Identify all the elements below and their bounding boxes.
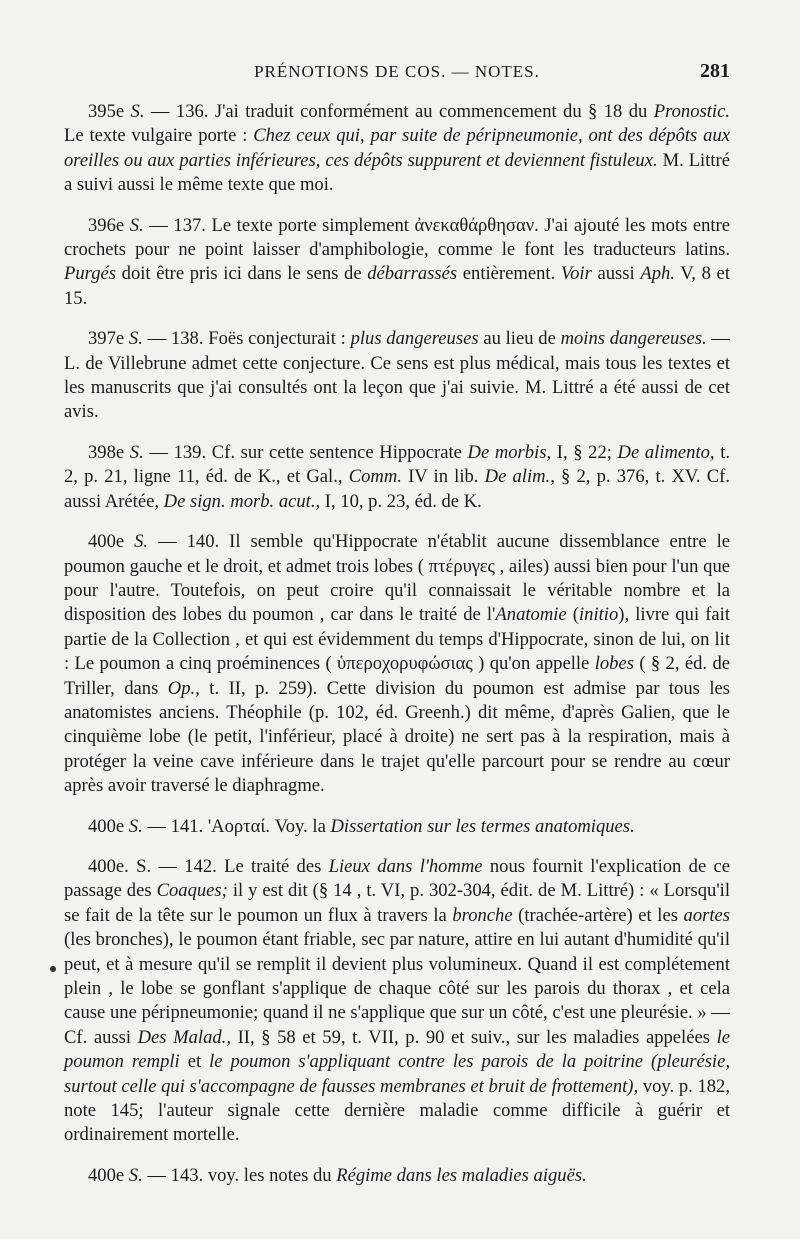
note-italic-run: plus dangereuses — [350, 328, 479, 350]
note-text-run: I, 10, p. 23, éd. de K. — [320, 490, 482, 512]
note-text-run: 400e — [88, 531, 135, 553]
note-italic-run: S. — [134, 531, 149, 553]
note-text-run: 398e — [88, 441, 130, 463]
note-italic-run: Des Malad., — [137, 1026, 231, 1048]
note-text-run: Le texte vulgaire porte : — [64, 125, 254, 147]
note-text-run: — L. de Villebrune admet cette conjecture. Ce sens est plus médical, mais tous les textes et les manuscrits que j'ai consultés ont la leçon que j'ai suivie. M. Littré a été aussi de cet avis. — [64, 328, 731, 423]
note-395-136 — [64, 100, 730, 198]
note-italic-run: Pronostic. — [653, 101, 730, 122]
note-text-run: il y est dit (§ 14 , t. VI, p. 302-304, édit. de M. Littré) : « Lorsqu'il se fait de la tête sur le poumon un flux à travers la — [64, 880, 730, 926]
note-text-run: t. 2, p. 21, ligne 11, éd. de K., et Gal., — [64, 441, 731, 488]
note-text-run: ( § 2, éd. de Triller, dans — [64, 653, 730, 699]
note-italic-run: bronche — [452, 904, 513, 926]
note-italic-run: De alimento, — [617, 441, 715, 463]
note-italic-run: Op., — [167, 677, 200, 699]
note-text-run: 400e. S. — 142. Le traité des — [88, 855, 329, 877]
note-400-143 — [64, 1164, 730, 1188]
note-italic-run: Comm. — [348, 466, 402, 488]
note-text-run: et — [179, 1051, 210, 1073]
note-text-run: II, § 58 et 59, t. VII, p. 90 et suiv., sur les maladies appelées — [230, 1026, 717, 1048]
note-italic-run: Lieux dans l'homme — [328, 855, 483, 877]
note-text-run: 400e — [88, 1164, 129, 1186]
note-text-run: I, § 22; — [551, 441, 618, 463]
note-text-run: ), livre qui fait partie de la Collection , et qui est évidemment du temps d'Hippocrate, sinon de lui, on lit : Le poumon a cinq proéminences ( ὑπεροχορυφώσιας ) qu'on appelle — [64, 604, 731, 675]
note-italic-run: lobes — [594, 653, 634, 675]
note-italic-run: moins dangereuses. — [560, 328, 707, 350]
note-text-run: (les bronches), le poumon étant friable, sec par nature, attire en lui autant d'humidité qu'il peut, et à mesure qu'il se remplit il devient plus volumineux. Quand il est complétement plein , le lobe se gonflant s'applique de chaque côté sur les parois du thorax , et cela cause une péripneumonie; quand il ne s'applique que sur un côté, c'est une pleurésie. » — Cf. aussi — [64, 929, 730, 1048]
note-text-run: — 143. voy. les notes du — [142, 1164, 337, 1186]
note-italic-run: Purgés — [64, 263, 116, 285]
note-text-run: nous fournit l'explication de ce passage des — [64, 855, 731, 902]
note-400-140 — [64, 530, 730, 798]
note-text-run: — 141. 'Αορταί. Voy. la — [142, 815, 331, 837]
note-text-run: — 136. J'ai traduit conformément au commencement du § 18 du — [144, 101, 654, 122]
note-text-run: t. II, p. 259). Cette division du poumon est admise par tous les anatomistes anciens. Théophile (p. 102, éd. Greenh.) dit même, d'après Galien, que le cinquième lobe (le petit, l'inférieur, placé à droite) ne sert pas à la respiration, mais à protéger la veine cave inférieure dans le trajet qu'elle parcourt pour se rendre au cœur après avoir traversé le diaphragme. — [64, 677, 731, 797]
note-text-run: — 137. Le texte porte simplement ἀνεκαθάρθησαν. J'ai ajouté les mots entre crochets pour ne point laisser d'amphibologie, comme le font les traducteurs latins. — [64, 214, 730, 261]
note-italic-run: le poumon rempli — [64, 1026, 730, 1073]
note-text-run: 395e — [88, 101, 131, 122]
note-italic-run: S. — [129, 441, 144, 463]
note-text-run: — 139. Cf. sur cette sentence Hippocrate — [143, 441, 468, 463]
note-text-run: IV in lib. — [401, 466, 485, 488]
note-italic-run: aortes — [683, 904, 730, 926]
note-text-run: ( — [566, 604, 579, 626]
note-text-run: V, 8 et 15. — [64, 263, 730, 309]
note-italic-run: S. — [128, 1164, 143, 1186]
note-italic-run: Dissertation sur les termes anatomiques. — [330, 815, 635, 837]
note-text-run: au lieu de — [478, 328, 561, 350]
note-italic-run: De alim., — [484, 466, 555, 488]
note-text-run: 396e — [88, 214, 130, 236]
note-398-139 — [64, 441, 730, 514]
note-400-141 — [64, 815, 730, 839]
page-number: 281 — [700, 60, 730, 82]
note-397-138 — [64, 327, 730, 425]
note-italic-run: Chez ceux qui, par suite de péripneumonie, ont des dépôts aux oreilles ou aux parties inférieures, ces dépôts suppurent et deviennent fistuleux. — [64, 125, 730, 171]
note-text-run: 397e — [88, 328, 129, 350]
note-italic-run: initio — [578, 604, 619, 626]
note-italic-run: S. — [128, 328, 143, 350]
note-italic-run: S. — [128, 815, 143, 837]
note-italic-run: De morbis, — [467, 441, 552, 463]
note-text-run: — 138. Foës conjecturait : — [142, 328, 351, 350]
note-italic-run: le poumon s'appliquant contre les parois de la poitrine (pleurésie, surtout celle qui s'accompagne de fausses membranes et bruit de frottement), — [64, 1051, 731, 1097]
note-text-run: voy. p. 182, note 145; l'auteur signale cette dernière maladie comme difficile à guérir et ordinairement mortelle. — [64, 1075, 730, 1146]
note-text-run: § 2, p. 376, t. XV. Cf. aussi Arétée, — [64, 466, 730, 512]
note-text-run: (trachée-artère) et les — [512, 904, 684, 926]
margin-bullet — [50, 966, 56, 972]
note-text-run: doit être pris ici dans le sens de — [116, 263, 368, 285]
note-text-run: aussi — [591, 263, 641, 285]
note-italic-run: Anatomie — [495, 604, 567, 626]
note-396-137 — [64, 214, 730, 312]
note-italic-run: Coaques; — [156, 880, 228, 902]
note-italic-run: S. — [130, 101, 145, 122]
running-head: PRÉNOTIONS DE COS. — NOTES. — [254, 62, 540, 81]
note-text-run: 400e — [88, 815, 129, 837]
note-400-142 — [64, 855, 730, 1148]
note-italic-run: débarrassés — [367, 263, 458, 285]
note-italic-run: S. — [129, 214, 144, 236]
note-italic-run: Voir — [560, 263, 592, 285]
note-italic-run: De sign. morb. acut., — [163, 490, 321, 512]
note-text-run: entièrement. — [457, 263, 561, 285]
note-italic-run: Régime dans les maladies aiguës. — [336, 1164, 587, 1186]
note-italic-run: Aph. — [640, 263, 675, 285]
note-text-run: M. Littré a suivi aussi le même texte que moi. — [64, 149, 730, 196]
notes-body — [64, 100, 730, 1188]
note-text-run: — 140. Il semble qu'Hippocrate n'établit aucune dissemblance entre le poumon gauche et le droit, et admet trois lobes ( πτέρυγες , ailes) aussi bien pour l'un que pour l'autre. Toutefois, on peut croire qu'il connaissait le véritable nombre et la disposition des lobes du poumon , car dans le traité de l' — [64, 531, 730, 626]
page-header — [64, 58, 730, 88]
